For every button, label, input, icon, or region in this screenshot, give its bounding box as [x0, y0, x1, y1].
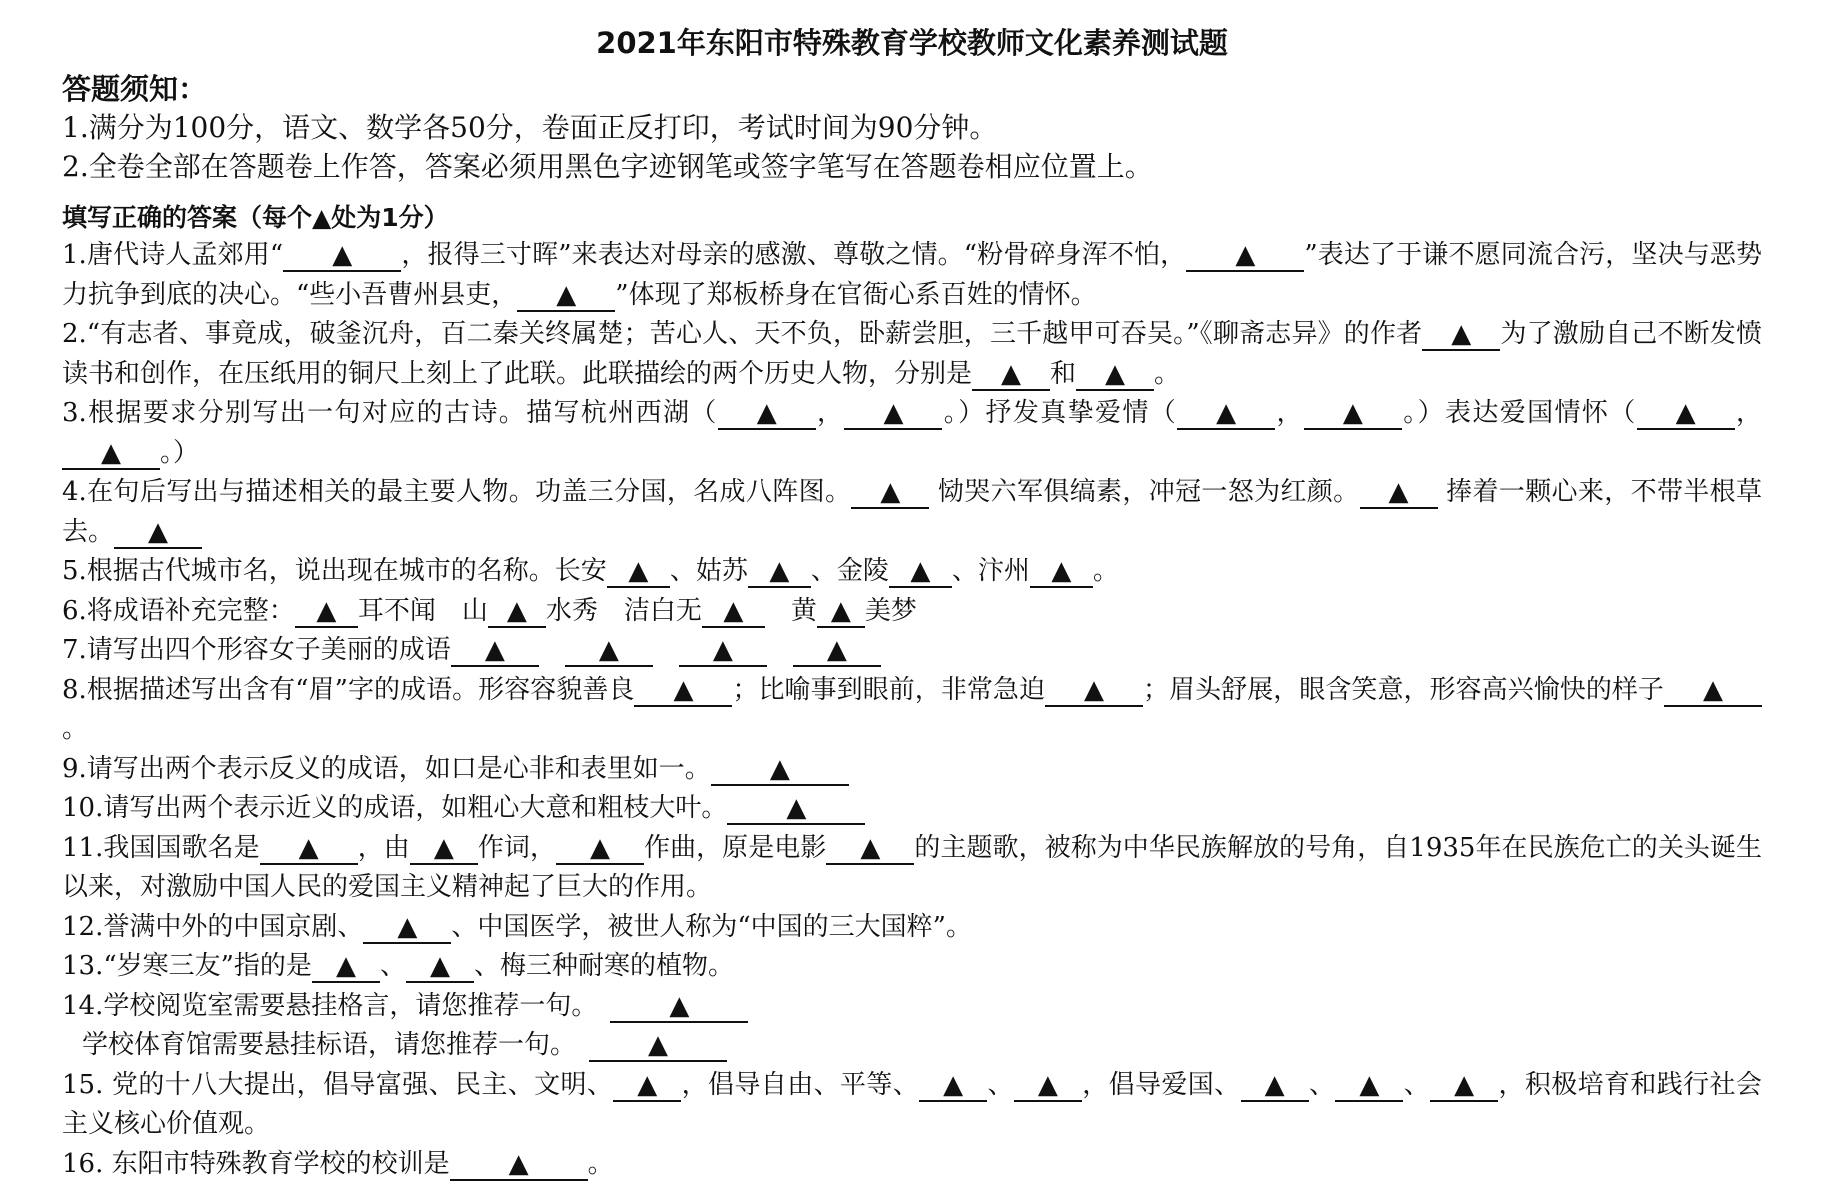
answer-blank[interactable]: ▲ — [488, 596, 546, 628]
question-text: 5.根据古代城市名，说出现在城市的名称。长安 — [62, 556, 607, 586]
answer-blank[interactable]: ▲ — [283, 240, 401, 272]
answer-blank[interactable]: ▲ — [1360, 477, 1438, 509]
question-text: ；眉头舒展，眼含笑意，形容高兴愉快的样子 — [1143, 675, 1664, 705]
question-text: 作词， — [478, 833, 556, 863]
answer-blank[interactable]: ▲ — [589, 1030, 727, 1062]
question-16 — [62, 1145, 1762, 1184]
question-text: 13.“岁寒三友”指的是 — [62, 951, 312, 981]
answer-blank[interactable]: ▲ — [1422, 319, 1500, 351]
notice-item-1: 1.满分为100分，语文、数学各50分，卷面正反打印，考试时间为90分钟。 — [62, 108, 1762, 147]
question-text — [767, 635, 793, 665]
question-text: ，积极培育和践行社会主义核心价值观。 — [62, 1070, 1762, 1140]
question-text: 、汴州 — [952, 556, 1030, 586]
question-list — [62, 236, 1762, 1184]
question-text: 水秀 洁白无 — [546, 596, 702, 626]
question-text: 16. 东阳市特殊教育学校的校训是 — [62, 1149, 450, 1179]
notice-item-2: 2.全卷全部在答题卷上作答，答案必须用黑色字迹钢笔或签字笔写在答题卷相应位置上。 — [62, 147, 1762, 186]
question-text: 。 — [588, 1149, 614, 1179]
question-text: 2.“有志者、事竟成，破釜沉舟，百二秦关终属楚；苦心人、天不负，卧薪尝胆，三千越甲可吞吴。”《聊斋志异》的作者 — [62, 319, 1422, 349]
answer-blank[interactable]: ▲ — [889, 556, 952, 588]
answer-blank[interactable]: ▲ — [1186, 240, 1304, 272]
question-text: 的主题歌，被称为中华民族解放的号角，自1935年在民族危亡的关头诞生以来，对激励中国人民的爱国主义精神起了巨大的作用。 — [62, 833, 1762, 903]
question-14 — [62, 987, 1762, 1027]
answer-blank[interactable]: ▲ — [607, 556, 670, 588]
question-text: ”体现了郑板桥身在官衙心系百姓的情怀。 — [615, 280, 1096, 310]
question-text: ， — [1275, 398, 1304, 428]
question-text: 10.请写出两个表示近义的成语，如粗心大意和粗枝大叶。 — [62, 793, 727, 823]
answer-blank[interactable]: ▲ — [919, 1070, 987, 1102]
answer-blank[interactable]: ▲ — [679, 635, 767, 667]
question-8 — [62, 671, 1762, 750]
question-text: 11.我国国歌名是 — [62, 833, 260, 863]
answer-blank[interactable]: ▲ — [517, 280, 615, 312]
question-2 — [62, 315, 1762, 394]
answer-blank[interactable]: ▲ — [451, 635, 539, 667]
question-text — [539, 635, 565, 665]
question-text: 。）表达爱国情怀（ — [1402, 398, 1637, 428]
answer-blank[interactable]: ▲ — [410, 833, 478, 865]
answer-blank[interactable]: ▲ — [1430, 1070, 1498, 1102]
answer-blank[interactable]: ▲ — [1076, 359, 1154, 391]
question-text: 、姑苏 — [670, 556, 748, 586]
question-text: 美梦 — [865, 596, 917, 626]
question-text: 捧着一颗心来，不带半根草去。 — [62, 477, 1762, 547]
question-text: 为了激励自己不断发愤读书和创作，在压纸用的铜尺上刻上了此联。此联描绘的两个历史人物，分别是 — [62, 319, 1762, 389]
answer-blank[interactable]: ▲ — [406, 951, 474, 983]
question-text: 、 — [987, 1070, 1014, 1100]
answer-blank[interactable]: ▲ — [1664, 675, 1762, 707]
question-text: 7.请写出四个形容女子美丽的成语 — [62, 635, 451, 665]
notice-heading: 答题须知： — [62, 70, 1762, 108]
answer-blank[interactable]: ▲ — [711, 754, 849, 786]
question-text: ，倡导自由、平等、 — [681, 1070, 919, 1100]
answer-blank[interactable]: ▲ — [851, 477, 929, 509]
answer-blank[interactable]: ▲ — [114, 517, 202, 549]
answer-blank[interactable]: ▲ — [1304, 398, 1402, 430]
question-text: 3.根据要求分别写出一句对应的古诗。描写杭州西湖（ — [62, 398, 718, 428]
answer-blank[interactable]: ▲ — [62, 438, 160, 470]
answer-blank[interactable]: ▲ — [1241, 1070, 1309, 1102]
section-heading: 填写正确的答案（每个▲处为1分） — [62, 200, 1762, 236]
question-text: ；比喻事到眼前，非常急迫 — [732, 675, 1045, 705]
answer-blank[interactable]: ▲ — [844, 398, 942, 430]
question-text: 。 — [1154, 359, 1180, 389]
question-13 — [62, 947, 1762, 987]
question-5 — [62, 552, 1762, 592]
question-text: 作曲，原是电影 — [644, 833, 826, 863]
answer-blank[interactable]: ▲ — [1030, 556, 1093, 588]
answer-blank[interactable]: ▲ — [1014, 1070, 1082, 1102]
question-text: ”表达了于谦不愿同流合污，坚决与恶势力抗争到底的决心。“些小吾曹州县吏， — [62, 240, 1762, 310]
question-text: ，倡导爱国、 — [1082, 1070, 1241, 1100]
question-text: 。） — [160, 438, 199, 468]
page-title: 2021年东阳市特殊教育学校教师文化素养测试题 — [62, 0, 1762, 64]
question-text: 。 — [62, 714, 88, 744]
answer-blank[interactable]: ▲ — [565, 635, 653, 667]
answer-blank[interactable]: ▲ — [613, 1070, 681, 1102]
question-text: 。 — [1093, 556, 1119, 586]
question-6 — [62, 592, 1762, 632]
question-text — [653, 635, 679, 665]
question-text: 12.誉满中外的中国京剧、 — [62, 912, 363, 942]
answer-blank[interactable]: ▲ — [1637, 398, 1735, 430]
question-7 — [62, 631, 1762, 671]
question-text: 。）抒发真挚爱情（ — [942, 398, 1177, 428]
question-text: ，由 — [358, 833, 410, 863]
answer-blank[interactable]: ▲ — [610, 991, 748, 1023]
answer-blank[interactable]: ▲ — [295, 596, 358, 628]
question-text: ，报得三寸晖”来表达对母亲的感激、尊敬之情。“粉骨碎身浑不怕， — [401, 240, 1186, 270]
question-15 — [62, 1066, 1762, 1145]
answer-blank[interactable]: ▲ — [972, 359, 1050, 391]
answer-blank[interactable]: ▲ — [817, 596, 865, 628]
question-text: 6.将成语补充完整： — [62, 596, 295, 626]
answer-blank[interactable]: ▲ — [793, 635, 881, 667]
question-text: 学校体育馆需要悬挂标语，请您推荐一句。 — [82, 1030, 589, 1060]
answer-blank[interactable]: ▲ — [748, 556, 811, 588]
answer-blank[interactable]: ▲ — [727, 793, 865, 825]
question-10 — [62, 789, 1762, 829]
question-text: 、 — [1309, 1070, 1336, 1100]
question-text: 、梅三种耐寒的植物。 — [474, 951, 734, 981]
question-text: 8.根据描述写出含有“眉”字的成语。形容容貌善良 — [62, 675, 634, 705]
question-text: 恸哭六军俱缟素，冲冠一怒为红颜。 — [929, 477, 1359, 507]
answer-blank[interactable]: ▲ — [718, 398, 816, 430]
question-9 — [62, 750, 1762, 790]
question-3 — [62, 394, 1762, 473]
question-text: ， — [816, 398, 845, 428]
answer-blank[interactable]: ▲ — [634, 675, 732, 707]
answer-blank[interactable]: ▲ — [312, 951, 380, 983]
question-text: 4.在句后写出与描述相关的最主要人物。功盖三分国，名成八阵图。 — [62, 477, 851, 507]
question-12 — [62, 908, 1762, 948]
question-1 — [62, 236, 1762, 315]
question-text: 黄 — [765, 596, 817, 626]
answer-blank[interactable]: ▲ — [1335, 1070, 1403, 1102]
question-14b — [62, 1026, 1762, 1066]
answer-blank[interactable]: ▲ — [260, 833, 358, 865]
question-text: 15. 党的十八大提出，倡导富强、民主、文明、 — [62, 1070, 613, 1100]
question-4 — [62, 473, 1762, 552]
question-text: 、 — [380, 951, 406, 981]
answer-blank[interactable]: ▲ — [363, 912, 451, 944]
question-text: 1.唐代诗人孟郊用“ — [62, 240, 283, 270]
question-text: 14.学校阅览室需要悬挂格言，请您推荐一句。 — [62, 991, 610, 1021]
question-text: 和 — [1050, 359, 1076, 389]
answer-blank[interactable]: ▲ — [1177, 398, 1275, 430]
question-text: 、中国医学，被世人称为“中国的三大国粹”。 — [451, 912, 972, 942]
answer-blank[interactable]: ▲ — [556, 833, 644, 865]
question-text: ， — [1735, 398, 1762, 428]
answer-blank[interactable]: ▲ — [1045, 675, 1143, 707]
question-11 — [62, 829, 1762, 908]
answer-blank[interactable]: ▲ — [702, 596, 765, 628]
answer-blank[interactable]: ▲ — [826, 833, 914, 865]
question-text: 、 — [1403, 1070, 1430, 1100]
question-text: 耳不闻 山 — [358, 596, 488, 626]
question-text: 9.请写出两个表示反义的成语，如口是心非和表里如一。 — [62, 754, 711, 784]
question-text: 、金陵 — [811, 556, 889, 586]
answer-blank[interactable]: ▲ — [450, 1149, 588, 1181]
